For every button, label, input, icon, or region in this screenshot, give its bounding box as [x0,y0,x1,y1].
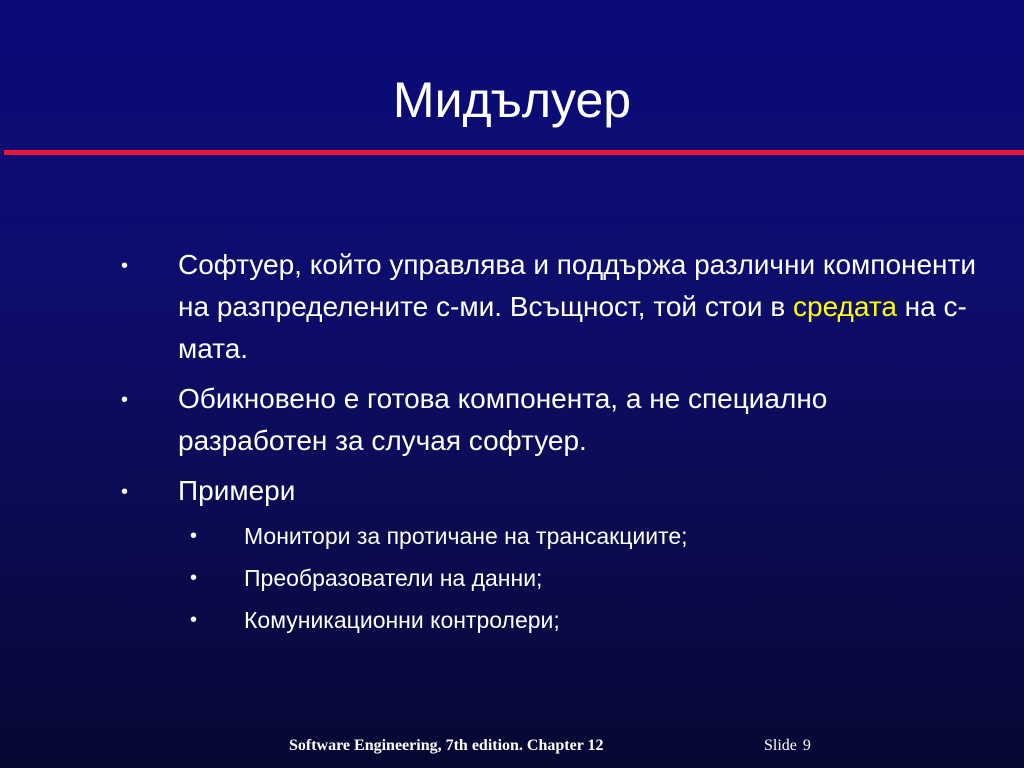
sub-bullet-item [0,520,1024,552]
bullet-item-examples [0,470,1024,512]
sub-bullet-icon: • [190,525,198,547]
sub-bullet-text: Преобразователи на данни; [244,565,543,591]
bullet-text-part: на с-мата. [178,291,967,364]
sub-bullet-text: Монитори за протичане на трансакциите; [244,523,688,549]
sub-bullet-icon: • [190,609,198,631]
bullet-text-part: Софтуер, който управлява и поддържа различни компоненти на разпределените с-ми. Всъщност, той стои в [178,249,976,322]
bullet-list [0,244,1024,646]
bullet-icon: • [121,389,129,411]
highlighted-term: средата [793,291,897,322]
bullet-icon: • [121,255,129,277]
bullet-text: Обикновено е готова компонента, а не специално разработен за случая софтуер. [178,383,828,456]
footer-slide-number [764,737,811,755]
sub-bullet-item [0,562,1024,594]
bullet-item-middleware-definition [0,244,1024,370]
slide-title: Мидълуер [392,72,632,128]
footer-course-title: Software Engineering, 7th edition. Chapter 12 [289,737,604,754]
bullet-item-off-the-shelf [0,378,1024,462]
bullet-icon: • [121,481,129,503]
title-divider [4,150,1024,155]
sub-bullet-text: Комуникационни контролери; [244,607,560,633]
slide-number: 9 [802,737,811,754]
slide-label: Slide [764,737,797,754]
bullet-text: Примери [178,475,296,506]
sub-bullet-item [0,604,1024,636]
sub-bullet-icon: • [190,567,198,589]
